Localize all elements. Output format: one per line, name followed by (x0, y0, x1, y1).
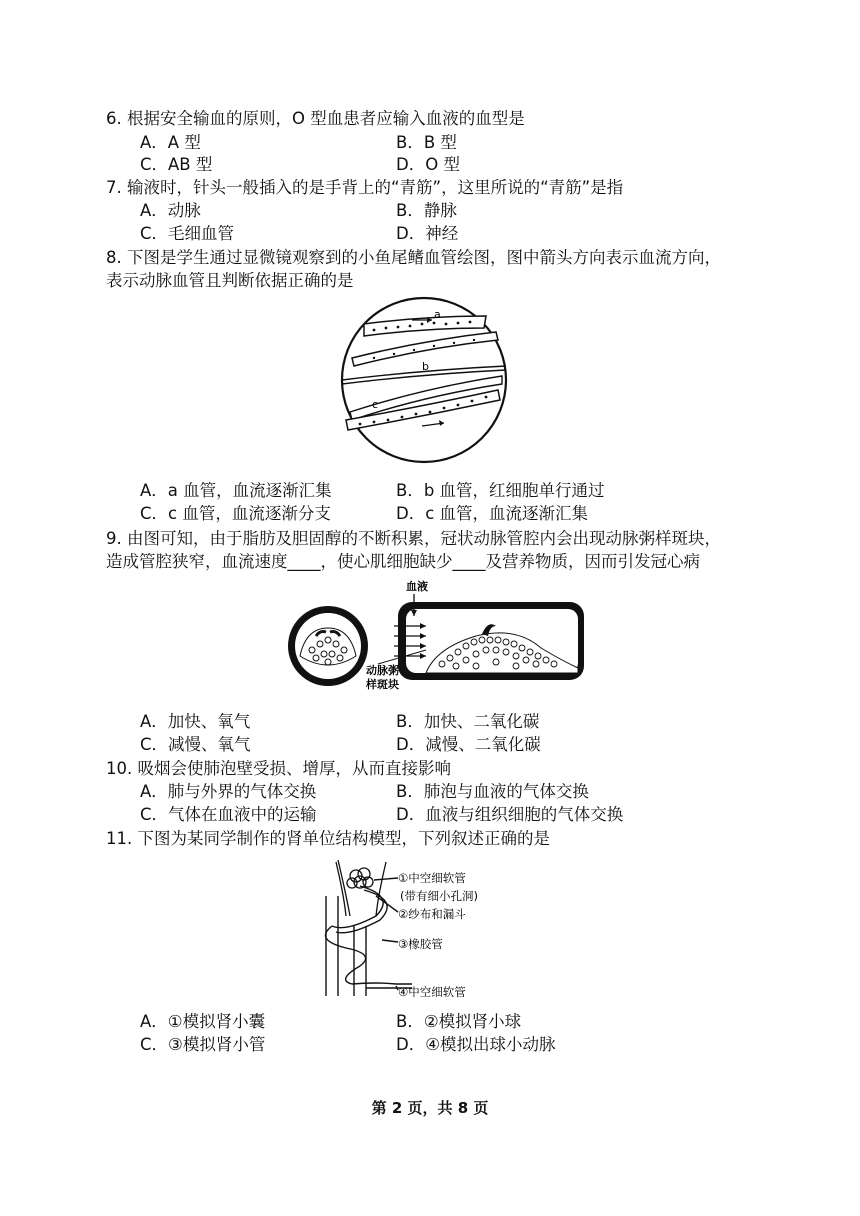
q10-stem: 10. 吸烟会使肺泡壁受损、增厚，从而直接影响 (106, 759, 451, 778)
plaque-label-line1: 动脉粥 (366, 664, 399, 677)
q9-stem-line1: 9. 由图可知，由于脂肪及胆固醇的不断积累，冠状动脉管腔内会出现动脉粥样斑块， (106, 529, 721, 548)
blood-label: 血液 (406, 580, 428, 593)
q6-option-c: C．AB 型 (140, 155, 213, 174)
q11-stem: 11. 下图为某同学制作的肾单位结构模型，下列叙述正确的是 (106, 829, 550, 848)
label-3: ③橡胶管 (398, 937, 443, 951)
q9-option-a: A．加快、氧气 (140, 712, 251, 731)
vessel-b-label: b (422, 360, 429, 373)
q7-option-b: B．静脉 (396, 201, 457, 220)
q7-stem: 7. 输液时，针头一般插入的是手背上的“青筋”，这里所说的“青筋”是指 (106, 178, 624, 197)
q9-option-b: B．加快、二氧化碳 (396, 712, 540, 731)
page-footer: 第 2 页，共 8 页 (371, 1099, 489, 1117)
q9-artery-figure (286, 578, 596, 698)
label-2: ②纱布和漏斗 (398, 907, 466, 921)
q10-option-a: A．肺与外界的气体交换 (140, 782, 317, 801)
q8-option-d: D．c 血管，血流逐渐汇集 (396, 504, 589, 523)
q9-option-c: C．减慢、氧气 (140, 735, 251, 754)
q8-stem-line1: 8. 下图是学生通过显微镜观察到的小鱼尾鳍血管绘图，图中箭头方向表示血流方向， (106, 248, 721, 267)
q8-option-c: C．c 血管，血流逐渐分支 (140, 504, 331, 523)
q6-option-b: B．B 型 (396, 133, 457, 152)
q10-option-d: D．血液与组织细胞的气体交换 (396, 805, 624, 824)
vessel-a-label: a (434, 308, 441, 321)
q9-stem-line2: 造成管腔狭窄，血流速度____，使心肌细胞缺少____及营养物质，因而引发冠心病 (106, 552, 700, 571)
q11-option-c: C．③模拟肾小管 (140, 1035, 266, 1054)
q8-option-a: A．a 血管，血流逐渐汇集 (140, 481, 332, 500)
q8-stem-line2: 表示动脉血管且判断依据正确的是 (106, 271, 354, 290)
vessel-c-label: c (372, 398, 379, 411)
q9-option-d: D．减慢、二氧化碳 (396, 735, 541, 754)
q11-option-a: A．①模拟肾小囊 (140, 1012, 266, 1031)
q10-option-b: B．肺泡与血液的气体交换 (396, 782, 589, 801)
q11-option-d: D．④模拟出球小动脉 (396, 1035, 556, 1054)
label-4: ④中空细软管 (398, 985, 466, 999)
q6-option-a: A．A 型 (140, 133, 201, 152)
q7-option-c: C．毛细血管 (140, 224, 235, 243)
q8-option-b: B．b 血管，红细胞单行通过 (396, 481, 605, 500)
q7-option-a: A．动脉 (140, 201, 201, 220)
q6-stem: 6. 根据安全输血的原则，O 型血患者应输入血液的血型是 (106, 109, 525, 128)
q11-nephron-model-figure (316, 856, 516, 1004)
label-1: ①中空细软管 (398, 871, 466, 885)
label-1-note: (带有细小孔洞) (400, 889, 478, 903)
q6-option-d: D．O 型 (396, 155, 460, 174)
q10-option-c: C．气体在血液中的运输 (140, 805, 317, 824)
q11-option-b: B．②模拟肾小球 (396, 1012, 522, 1031)
q7-option-d: D．神经 (396, 224, 459, 243)
q8-microscope-figure (334, 296, 514, 466)
plaque-label-line2: 样斑块 (366, 678, 399, 691)
